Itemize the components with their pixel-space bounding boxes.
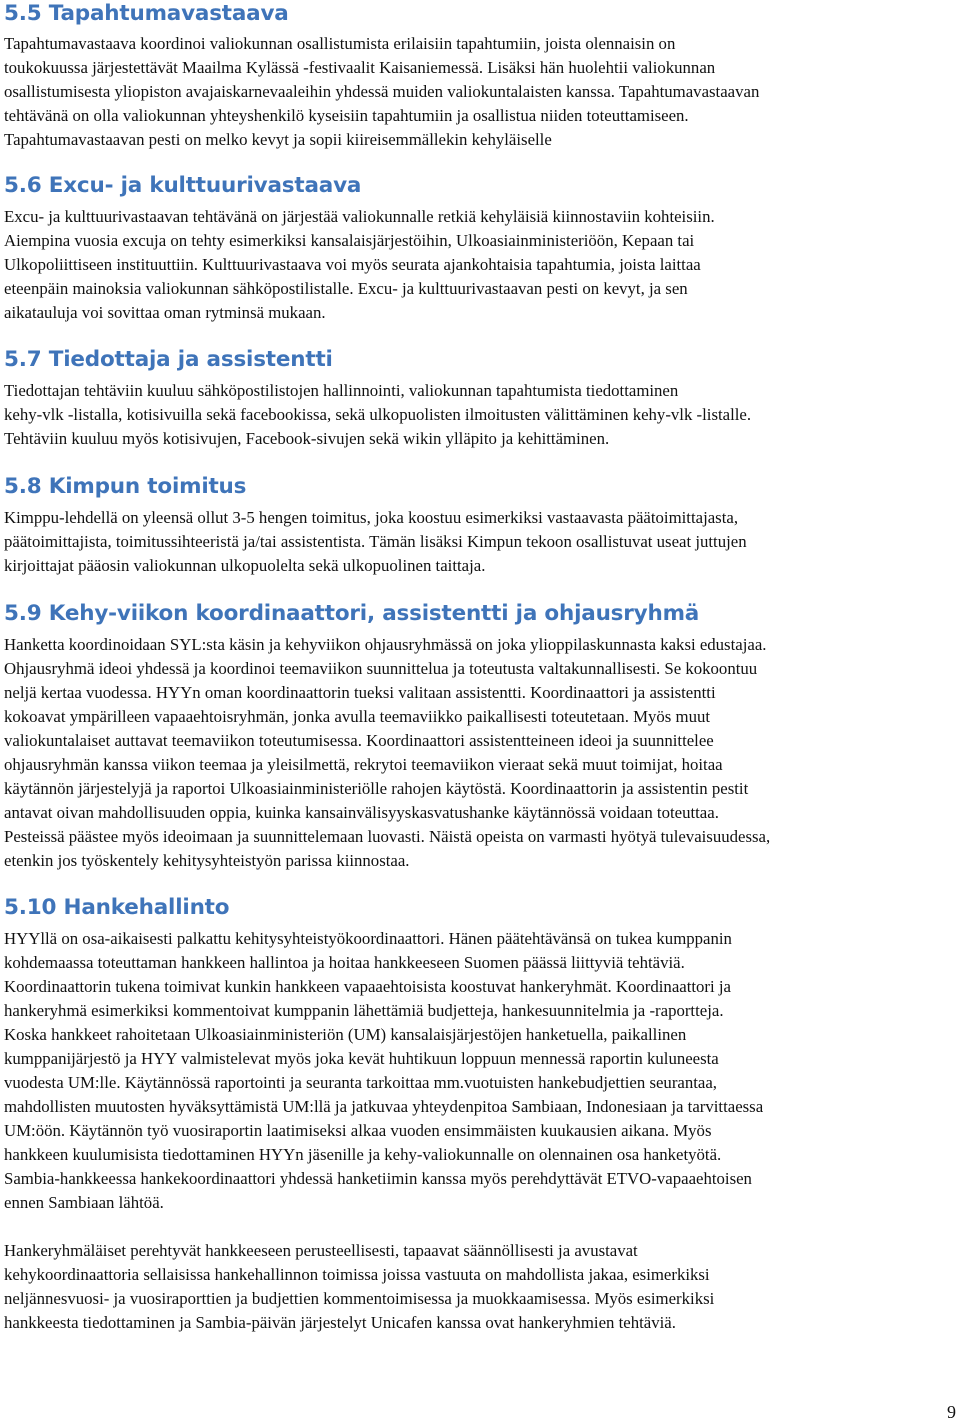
text-line: Ohjausryhmä ideoi yhdessä ja koordinoi teemaviikon suunnittelua ja toteutusta valtakunnallisesti. Se kokoontuu bbox=[4, 659, 758, 678]
text-line: neljä kertaa vuodessa. HYYn oman koordinaattorin tueksi valitaan assistentti. Koordinaattori ja assistentti bbox=[4, 683, 716, 702]
text-line: Koska hankkeet rahoitetaan Ulkoasiainministeriön (UM) kansalaisjärjestöjen hanketuella, paikallinen bbox=[4, 1025, 687, 1044]
section-tiedottaja bbox=[4, 346, 952, 451]
text-line: hankkeen kuulumisista tiedottaminen HYYn jäsenille ja kehy-valiokunnalle on olennainen osa hanketyötä. bbox=[4, 1145, 722, 1164]
text-line: UM:öön. Käytännön työ vuosiraportin laatimiseksi alkaa vuoden ensimmäisten kuukausien aikana. Myös bbox=[4, 1121, 712, 1140]
section-paragraph bbox=[4, 1239, 952, 1335]
text-line: käytännön järjestelyjä ja raportoi Ulkoasiainministeriölle rahojen käytöstä. Koordinaattorin ja assistentin pestit bbox=[4, 779, 749, 798]
text-line: päätoimittajista, toimitussihteeristä ja/tai assistentista. Tämän lisäksi Kimpun tekoon osallistuvat useat juttujen bbox=[4, 532, 747, 551]
text-line: kehykoordinaattoria sellaisissa hankehallinnon toimissa joissa vastuuta on mahdollista jakaa, esimerkiksi bbox=[4, 1265, 710, 1284]
text-line: Tiedottajan tehtäviin kuuluu sähköpostilistojen hallinnointi, valiokunnan tapahtumista tiedottaminen bbox=[4, 381, 679, 400]
section-heading: 5.5 Tapahtumavastaava bbox=[4, 1, 289, 26]
section-heading: 5.9 Kehy-viikon koordinaattori, assistentti ja ohjausryhmä bbox=[4, 601, 700, 626]
section-paragraph bbox=[4, 633, 952, 873]
text-line: Tehtäviin kuuluu myös kotisivujen, Facebook-sivujen sekä wikin ylläpito ja kehittäminen. bbox=[4, 429, 610, 448]
text-line: Pesteissä päästee myös ideoimaan ja suunnittelemaan luovasti. Näistä opeista on varmasti hyötyä tulevaisuudessa, bbox=[4, 827, 771, 846]
text-line: Hankeryhmäläiset perehtyvät hankkeeseen perusteellisesti, tapaavat säännöllisesti ja avustavat bbox=[4, 1241, 638, 1260]
text-line: ohjausryhmän kanssa viikon teemaa ja yleisilmettä, rekrytoi teemaviikon vieraat sekä muut toimijat, hoitaa bbox=[4, 755, 723, 774]
page-number: 9 bbox=[947, 1402, 956, 1422]
section-heading: 5.8 Kimpun toimitus bbox=[4, 474, 247, 499]
section-paragraph bbox=[4, 205, 952, 325]
section-heading: 5.7 Tiedottaja ja assistentti bbox=[4, 347, 333, 372]
text-line: valiokuntalaiset auttavat teemaviikon toteutumisessa. Koordinaattori assistentteineen ideoi ja suunnittelee bbox=[4, 731, 714, 750]
text-line: Koordinaattorin tukena toimivat kunkin hankkeen vapaaehtoisista koostuvat hankeryhmät. Koordinaattori ja bbox=[4, 977, 731, 996]
text-line: vuodesta UM:lle. Käytännössä raportointi ja seuranta tarkoittaa mm.vuotuisten hankebudjettien seurantaa, bbox=[4, 1073, 717, 1092]
section-hankehallinto bbox=[4, 894, 952, 1335]
text-line: hankkeesta tiedottaminen ja Sambia-päivän järjestelyt Unicafen kanssa ovat hankeryhmien tehtäviä. bbox=[4, 1313, 676, 1332]
text-line: Tapahtumavastaavan pesti on melko kevyt ja sopii kiireisemmällekin kehyläiselle bbox=[4, 130, 552, 149]
text-line: ennen Sambiaan lähtöä. bbox=[4, 1193, 164, 1212]
text-line: kohdemaassa toteuttaman hankkeen hallintoa ja hoitaa hankkeeseen Suomen päässä liittyviä tehtäviä. bbox=[4, 953, 685, 972]
section-paragraph bbox=[4, 506, 952, 578]
text-line: Hanketta koordinoidaan SYL:sta käsin ja kehyviikon ohjausryhmässä on joka ylioppilaskunnasta kaksi edustajaa. bbox=[4, 635, 767, 654]
text-line: mahdollisten muutosten hyväksyttämistä UM:llä ja jatkuvaa yhteydenpitoa Sambiaan, Indonesiaan ja tarvittaessa bbox=[4, 1097, 764, 1116]
section-paragraph bbox=[4, 379, 952, 451]
text-line: kumppanijärjestö ja HYY valmistelevat myös joka kevät huhtikuun loppuun mennessä raportin kuluneesta bbox=[4, 1049, 719, 1068]
text-line: kirjoittajat pääosin valiokunnan ulkopuolelta sekä ulkopuolinen taittaja. bbox=[4, 556, 486, 575]
text-line: kehy-vlk -listalla, kotisivuilla sekä facebookissa, sekä ulkopuolisten ilmoitusten välittäminen kehy-vlk -listalle. bbox=[4, 405, 752, 424]
text-line: Kimppu-lehdellä on yleensä ollut 3-5 hengen toimitus, joka koostuu esimerkiksi vastaavasta päätoimittajasta, bbox=[4, 508, 739, 527]
text-line: eteenpäin mainoksia valiokunnan sähköpostilistalle. Excu- ja kulttuurivastaavan pesti on kevyt, ja sen bbox=[4, 279, 688, 298]
text-line: antavat oivan mahdollisuuden oppia, kuinka kansainvälisyyskasvatushanke käytännössä voidaan toteuttaa. bbox=[4, 803, 719, 822]
text-line: neljännesvuosi- ja vuosiraporttien ja budjettien kommentoimisessa ja muokkaamisessa. Myös esimerkiksi bbox=[4, 1289, 715, 1308]
text-line: Aiempina vuosia excuja on tehty esimerkiksi kansalaisjärjestöihin, Ulkoasiainministeriöön, Kepaan tai bbox=[4, 231, 695, 250]
text-line: HYYllä on osa-aikaisesti palkattu kehitysyhteistyökoordinaattori. Hänen päätehtävänsä on tukea kumppanin bbox=[4, 929, 732, 948]
text-line: Tapahtumavastaava koordinoi valiokunnan osallistumista erilaisiin tapahtumiin, joista olennaisin on bbox=[4, 34, 676, 53]
section-heading: 5.6 Excu- ja kulttuurivastaava bbox=[4, 173, 362, 198]
section-excu-kulttuurivastaava bbox=[4, 172, 952, 325]
text-line: Sambia-hankkeessa hankekoordinaattori yhdessä hanketiimin kanssa myös perehdyttävät ETVO-vapaaehtoisen bbox=[4, 1169, 752, 1188]
section-kimpun-toimitus bbox=[4, 473, 952, 578]
text-line: hankeryhmä esimerkiksi kommentoivat kumppanin lähettämiä budjetteja, hankesuunnitelmia ja -raportteja. bbox=[4, 1001, 724, 1020]
text-line: aikatauluja voi sovittaa oman rytminsä mukaan. bbox=[4, 303, 326, 322]
text-line: toukokuussa järjestettävät Maailma Kylässä -festivaalit Kaisaniemessä. Lisäksi hän huolehtii valiokunnan bbox=[4, 58, 716, 77]
section-tapahtumavastaava bbox=[4, 0, 952, 152]
text-line: Ulkopoliittiseen instituuttiin. Kulttuurivastaava voi myös seurata ajankohtaisia tapahtumia, joista laittaa bbox=[4, 255, 701, 274]
section-paragraph bbox=[4, 927, 952, 1215]
text-line: osallistumisesta yliopiston avajaiskarnevaaleihin yhdessä muiden valiokuntalaisten kanssa. Tapahtumavastaavan bbox=[4, 82, 760, 101]
section-heading: 5.10 Hankehallinto bbox=[4, 895, 230, 920]
text-line: Excu- ja kulttuurivastaavan tehtävänä on järjestää valiokunnalle retkiä kehyläisiä kiinnostaviin kohteisiin. bbox=[4, 207, 715, 226]
text-line: tehtävänä on olla valiokunnan yhteyshenkilö kyseisiin tapahtumiin ja osallistua niiden toteuttamiseen. bbox=[4, 106, 689, 125]
text-line: etenkin jos työskentely kehitysyhteistyön parissa kiinnostaa. bbox=[4, 851, 410, 870]
section-paragraph bbox=[4, 32, 952, 152]
section-kehy-viikko bbox=[4, 600, 952, 873]
text-line: kokoavat ympärilleen vapaaehtoisryhmän, jonka avulla teemaviikko paikallisesti toteutetaan. Myös muut bbox=[4, 707, 711, 726]
